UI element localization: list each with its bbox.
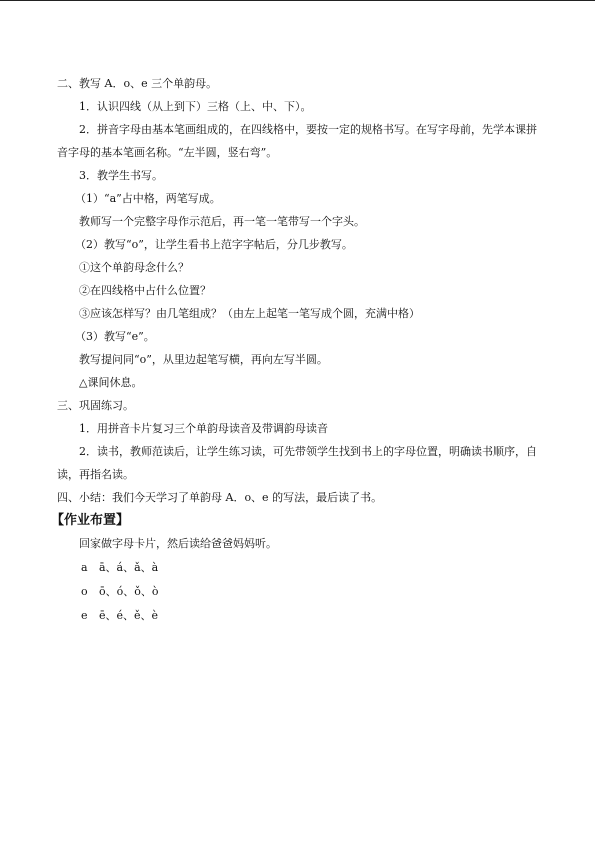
paragraph-teach-writing: 3．教学生书写。 [79,169,163,182]
break-note: △课间休息。 [79,376,143,389]
paragraph-e-method: 教写提问同“o”，从里边起笔写横，再向左写半圆。 [79,353,328,366]
paragraph-stroke-rules: 2．拼音字母由基本笔画组成的，在四线格中，要按一定的规格书写。在写字母前，先学本课拼音字母的基本笔画名称。“左半圆，竖右弯”。 [57,123,537,159]
question-3: ③应该怎样写？由几笔组成？（由左上起笔一笔写成个圆，充满中格） [79,307,420,320]
tone-base-letter: a [81,561,88,574]
question-1: ①这个单韵母念什么？ [79,261,189,274]
question-2: ②在四线格中占什么位置？ [79,284,211,297]
top-border-line [0,0,595,1]
section-heading-2: 二、教写 A．o、e 三个单韵母。 [57,77,218,90]
paragraph-demo: 教师写一个完整字母作示范后，再一笔一笔带写一个字头。 [79,215,365,228]
section-heading-3: 三、巩固练习。 [57,399,134,412]
homework-instruction: 回家做字母卡片，然后读给爸爸妈妈听。 [79,537,277,550]
tone-row-e [57,604,547,627]
tone-row-o [57,580,547,603]
step-write-a: （1）“a”占中格，两笔写成。 [75,192,221,205]
tone-forms: ē、é、ě、è [99,609,159,622]
step-write-o: （2）教写“o”，让学生看书上范字字帖后，分几步教写。 [75,238,353,251]
tone-base-letter: o [81,585,88,598]
paragraph-four-line-grid: 1．认识四线（从上到下）三格（上、中、下）。 [79,100,312,113]
step-write-e: （3）教写“e”。 [75,330,155,343]
document-body [51,72,547,627]
homework-heading: 【作业布置】 [51,513,130,528]
tone-forms: ō、ó、ǒ、ò [99,585,159,598]
section-heading-4: 四、小结：我们今天学习了单韵母 A．o、e 的写法，最后读了书。 [57,491,383,504]
tone-base-letter: e [81,609,88,622]
tone-row-a [57,556,547,579]
paragraph-review-cards: 1．用拼音卡片复习三个单韵母读音及带调韵母读音 [79,422,328,435]
tone-forms: ā、á、ǎ、à [99,561,159,574]
paragraph-reading: 2．读书，教师范读后，让学生练习读，可先带领学生找到书上的字母位置，明确读书顺序，自读，再指名读。 [57,445,537,481]
